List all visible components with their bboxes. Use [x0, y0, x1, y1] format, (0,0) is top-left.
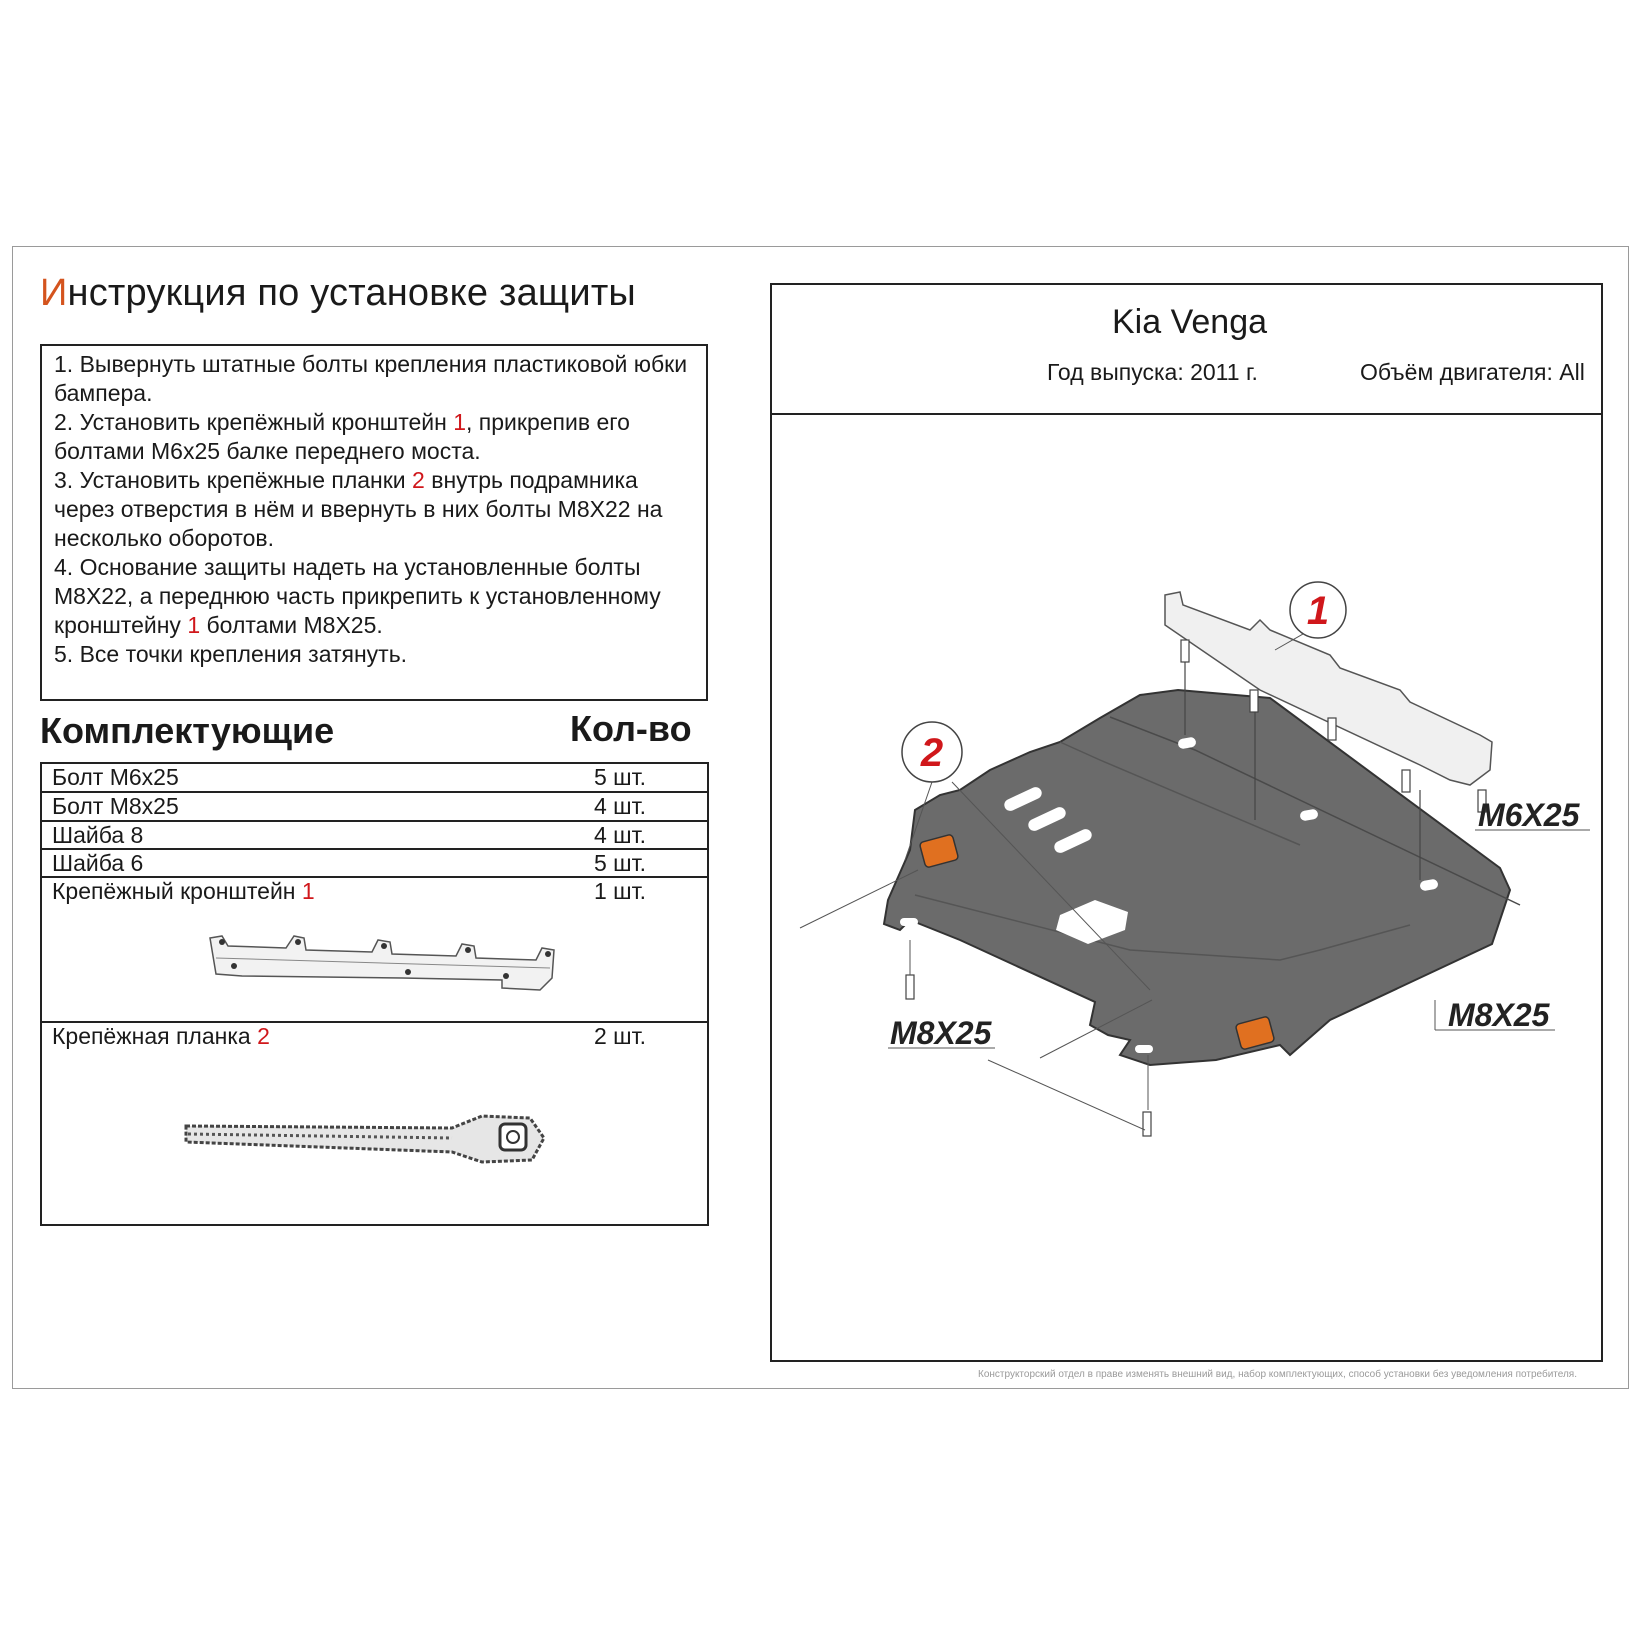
vehicle-model: Kia Venga — [1112, 303, 1268, 341]
step-3: 3. Установить крепёжные планки 2 внутрь подрамника через отверстия в нём и ввернуть в них болты М8Х22 на несколько оборотов. — [54, 467, 663, 551]
vehicle-year: Год выпуска: 2011 г. — [1047, 359, 1258, 385]
disclaimer-footnote: Конструкторский отдел в праве изменять внешний вид, набор комплектующих, способ установки без уведомления потребителя. — [978, 1369, 1577, 1380]
step-2-ref: 1 — [453, 409, 467, 435]
kit-row: Шайба 8 4 шт. — [42, 822, 707, 850]
step-4-ref: 1 — [187, 612, 201, 638]
bolt-label-m8x25-right: M8X25 — [1448, 997, 1550, 1033]
callout-2 — [902, 722, 962, 782]
kit-qty-heading: Кол-во — [570, 708, 692, 749]
svg-text:2: 2 — [920, 731, 944, 775]
step-3-ref: 2 — [412, 467, 425, 493]
step-1: 1. Вывернуть штатные болты крепления пластиковой юбки бампера. — [54, 351, 688, 406]
svg-text:1: 1 — [1306, 589, 1330, 633]
kit-row: Болт М8х25 4 шт. — [42, 793, 707, 822]
title-rest: нструкция по установке защиты — [67, 272, 636, 314]
kit-row: Шайба 6 5 шт. — [42, 850, 707, 878]
callout-1 — [1290, 582, 1346, 638]
kit-row: Болт М6х25 5 шт. — [42, 764, 707, 793]
step-4: 4. Основание защиты надеть на установленные болты М8Х22, а переднюю часть прикрепить к установленному кронштейну 1 болтами М8Х25. — [54, 554, 661, 638]
kit-row: Крепёжный кронштейн 1 1 шт. — [42, 878, 707, 1023]
kit-row: Крепёжная планка 2 2 шт. — [42, 1023, 707, 1224]
bolt-label-m8x25-left: M8X25 — [890, 1015, 992, 1051]
kit-heading: Комплектующие — [40, 710, 335, 751]
bolt-label-m6x25: M6X25 — [1478, 797, 1580, 833]
step-5: 5. Все точки крепления затянуть. — [54, 641, 408, 667]
title-first-letter: И — [40, 272, 68, 314]
step-2: 2. Установить крепёжный кронштейн 1, прикрепив его болтами М6х25 балке переднего моста. — [54, 409, 630, 464]
vehicle-engine: Объём двигателя: All — [1360, 359, 1585, 385]
